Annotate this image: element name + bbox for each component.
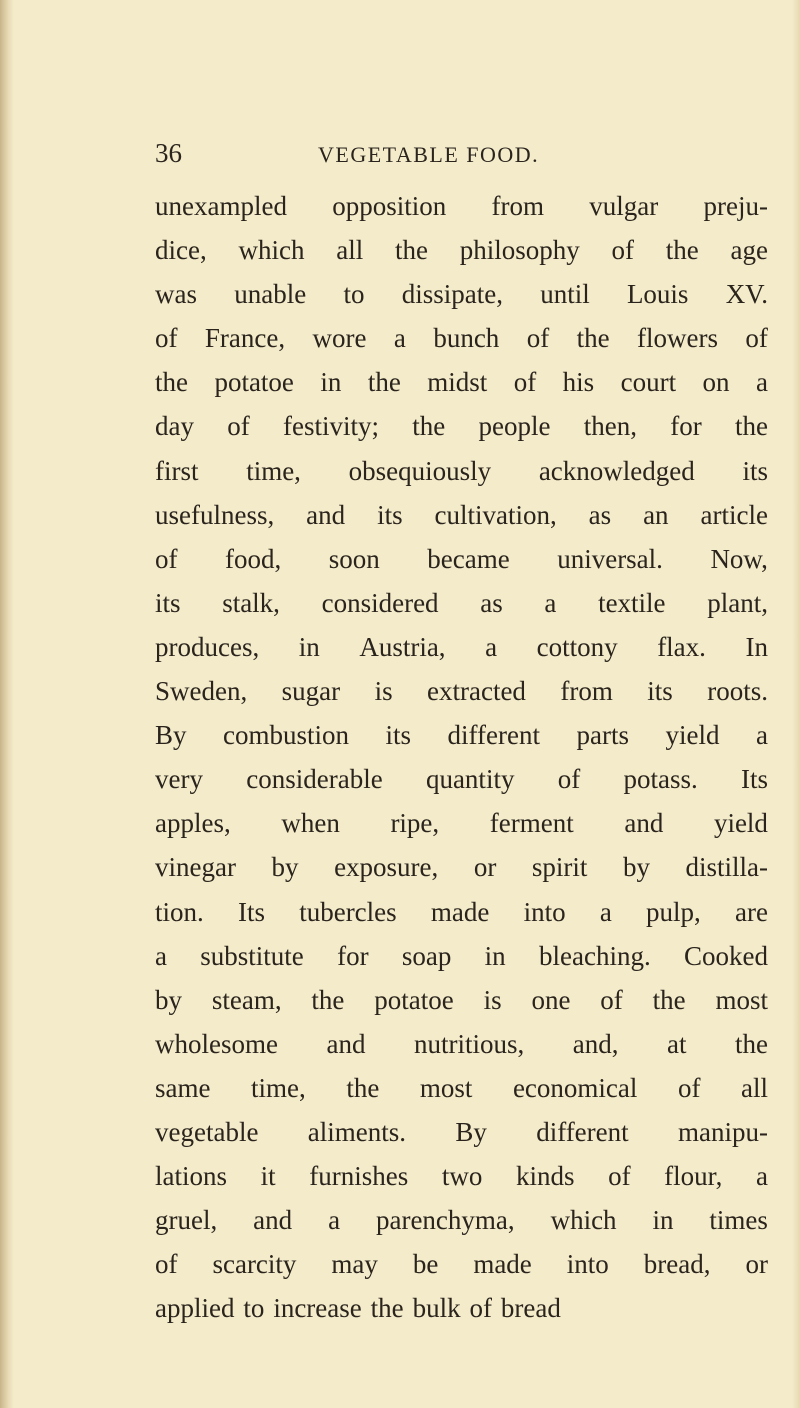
- text-line: first time, obsequiously acknowledged its: [155, 455, 768, 486]
- text-line: dice, which all the philosophy of the age: [155, 235, 768, 266]
- text-line: unexampled opposition from vulgar preju-: [155, 191, 768, 221]
- text-line: wholesome and nutritious, and, at the: [155, 1028, 768, 1059]
- text-line: of food, soon became universal. Now,: [155, 543, 768, 574]
- page-binding-edge: [0, 0, 14, 1408]
- text-line: By combustion its different parts yield a: [155, 720, 768, 751]
- page-right-edge: [792, 0, 800, 1408]
- text-line: tion. Its tubercles made into a pulp, are: [155, 896, 768, 927]
- text-line: vegetable aliments. By different manipu-: [155, 1116, 768, 1147]
- body-text: [155, 184, 768, 1330]
- text-line: gruel, and a parenchyma, which in times: [155, 1205, 768, 1236]
- text-line: very considerable quantity of potass. Its: [155, 764, 768, 795]
- text-line: usefulness, and its cultivation, as an article: [155, 499, 768, 530]
- text-line: by steam, the potatoe is one of the most: [155, 984, 768, 1015]
- text-line: day of festivity; the people then, for the: [155, 411, 768, 442]
- text-line: vinegar by exposure, or spirit by distilla-: [155, 852, 768, 883]
- text-line: was unable to dissipate, until Louis XV.: [155, 279, 768, 310]
- text-line: lations it furnishes two kinds of flour, a: [155, 1161, 768, 1192]
- text-line: Sweden, sugar is extracted from its roots.: [155, 676, 768, 707]
- text-line: of scarcity may be made into bread, or: [155, 1249, 768, 1280]
- page-header: [155, 138, 768, 174]
- text-line: apples, when ripe, ferment and yield: [155, 808, 768, 839]
- text-line: same time, the most economical of all: [155, 1072, 768, 1103]
- text-line: produces, in Austria, a cottony flax. In: [155, 631, 768, 662]
- running-head: VEGETABLE FOOD.: [318, 142, 540, 167]
- text-line: its stalk, considered as a textile plant,: [155, 587, 768, 618]
- text-line: applied to increase the bulk of bread: [155, 1293, 561, 1324]
- text-line: of France, wore a bunch of the flowers of: [155, 323, 768, 354]
- page-number: 36: [155, 138, 182, 168]
- text-line: a substitute for soap in bleaching. Cooked: [155, 940, 768, 971]
- text-line: the potatoe in the midst of his court on a: [155, 367, 768, 398]
